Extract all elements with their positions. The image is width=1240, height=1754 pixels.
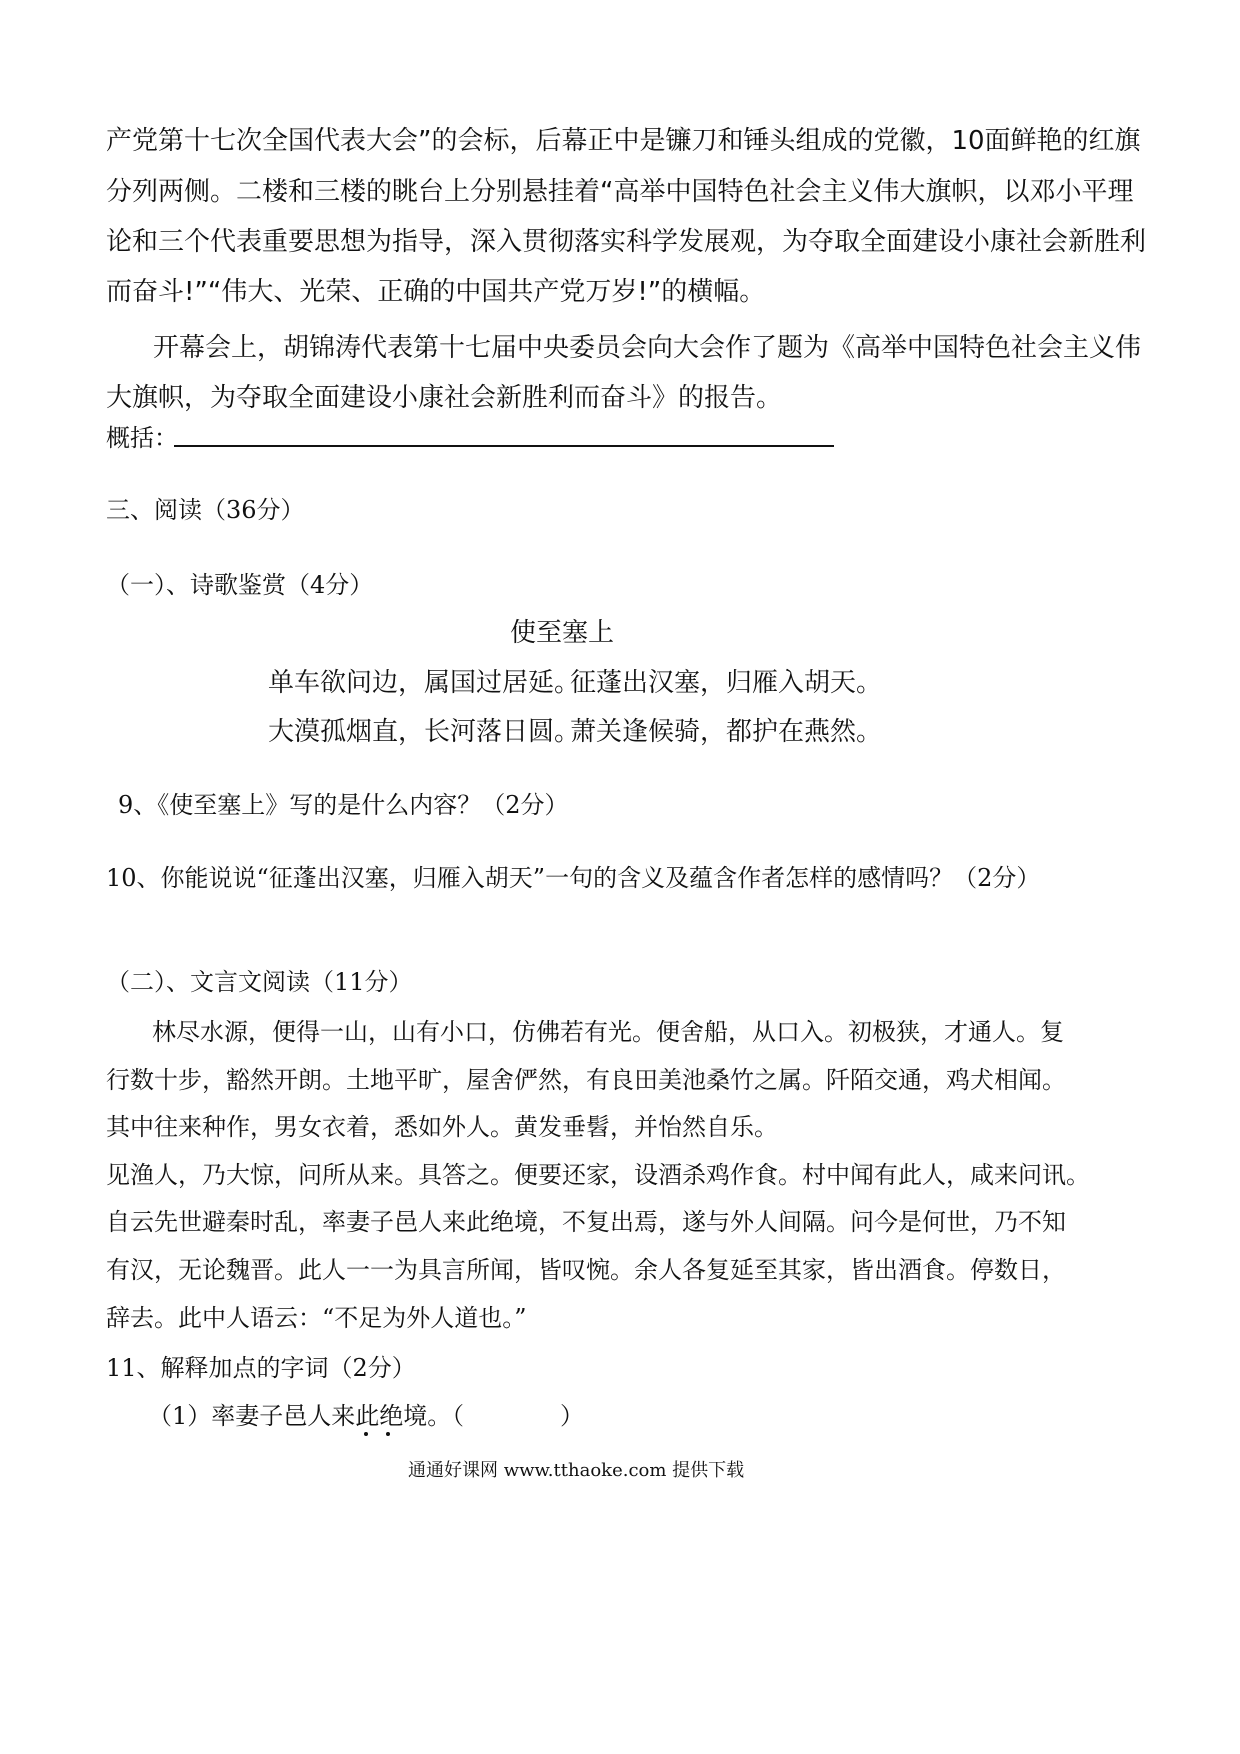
poem-line-1b: 征蓬出汉塞，归雁入胡天。 <box>570 668 883 698</box>
poem-title: 使至塞上 <box>510 618 615 648</box>
classical-line-1: 林尽水源，便得一山，山有小口，仿佛若有光。便舍船，从口入。初极狭，才通人。复 <box>152 1018 1064 1046</box>
passage-line-5: 开幕会上，胡锦涛代表第十七届中央委员会向大会作了题为《高举中国特色社会主义伟 <box>153 333 1142 363</box>
passage-line-4: 而奋斗!”“伟大、光荣、正确的中国共产党万岁!”的横幅。 <box>106 277 766 307</box>
emphasis-dot <box>386 1432 390 1436</box>
footer-credit: 通通好课网 www.tthaoke.com 提供下载 <box>408 1460 745 1481</box>
classical-line-6: 有汉，无论魏晋。此人一一为具言所闻，皆叹惋。余人各复延至其家，皆出酒食。停数日， <box>106 1256 1066 1284</box>
question-9: 9、《使至塞上》写的是什么内容？（2分） <box>118 791 569 819</box>
emphasis-dot <box>364 1432 368 1436</box>
poem-line-2a: 大漠孤烟直，长河落日圆。 <box>268 717 581 747</box>
passage-line-2: 分列两侧。二楼和三楼的眺台上分别悬挂着“高举中国特色社会主义伟大旗帜，以邓小平理 <box>106 177 1134 207</box>
section-heading-reading: 三、阅读（36分） <box>106 496 305 524</box>
classical-line-4: 见渔人，乃大惊，问所从来。具答之。便要还家，设酒杀鸡作食。村中闻有此人，咸来问讯。 <box>106 1161 1090 1189</box>
question-11: 11、解释加点的字词（2分） <box>106 1354 416 1382</box>
poem-line-1a: 单车欲问边，属国过居延。 <box>268 668 581 698</box>
answer-parentheses[interactable]: （ ） <box>440 1402 584 1430</box>
classical-line-5: 自云先世避秦时乱，率妻子邑人来此绝境，不复出焉，遂与外人间隔。问今是何世，乃不知 <box>106 1208 1066 1236</box>
poetry-heading: （一）、诗歌鉴赏（4分） <box>106 571 374 599</box>
summary-answer-line[interactable] <box>174 445 834 447</box>
classical-line-3: 其中往来种作，男女衣着，悉如外人。黄发垂髫，并怡然自乐。 <box>106 1113 778 1141</box>
question-10: 10、你能说说“征蓬出汉塞，归雁入胡天”一句的含义及蕴含作者怎样的感情吗？（2分） <box>106 864 1041 892</box>
classical-line-2: 行数十步，豁然开朗。土地平旷，屋舍俨然，有良田美池桑竹之属。阡陌交通，鸡犬相闻。 <box>106 1066 1066 1094</box>
passage-line-1: 产党第十七次全国代表大会”的会标，后幕正中是镰刀和锤头组成的党徽，10面鲜艳的红旗 <box>106 126 1141 156</box>
poem-line-2b: 萧关逢候骑，都护在燕然。 <box>570 717 883 747</box>
classical-heading: （二）、文言文阅读（11分） <box>106 968 413 996</box>
passage-line-3: 论和三个代表重要思想为指导，深入贯彻落实科学发展观，为夺取全面建设小康社会新胜利 <box>106 227 1147 257</box>
classical-line-7: 辞去。此中人语云：“不足为外人道也。” <box>106 1304 527 1332</box>
question-11-item-1: （1）率妻子邑人来此绝境。 <box>148 1402 452 1430</box>
summary-label: 概括： <box>106 424 178 452</box>
passage-line-6: 大旗帜，为夺取全面建设小康社会新胜利而奋斗》的报告。 <box>106 383 783 413</box>
